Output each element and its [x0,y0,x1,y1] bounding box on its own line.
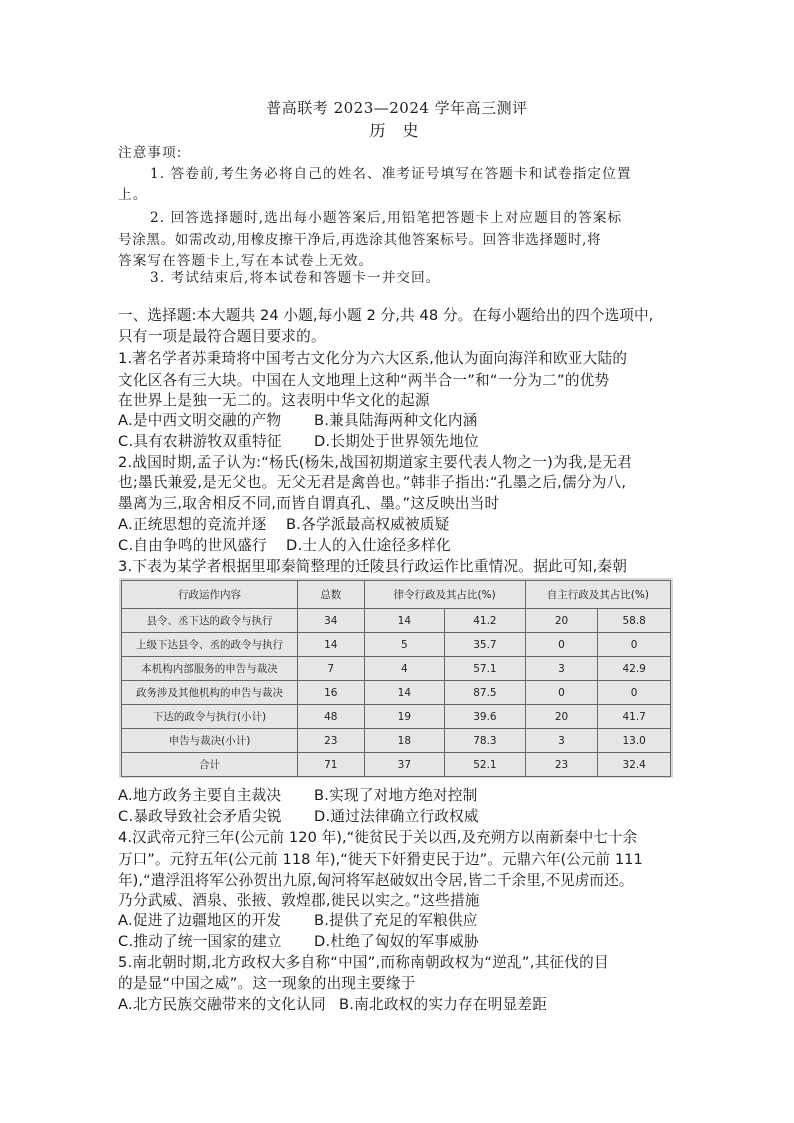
exam-title: 普高联考 2023—2024 学年高三测评 [266,99,528,117]
table-cell: 政务涉及其他机构的申告与裁决 [122,681,298,705]
notice-line: 2. 回答选择题时,选出每小题答案后,用铅笔把答题卡上对应题目的答案标 [150,210,623,226]
option-1d: D.长期处于世界领先地位 [314,433,479,450]
table-header: 自主行政及其占比(%) [525,581,670,609]
table-cell: 上级下达县令、丞的政令与执行 [122,633,298,657]
table-header: 行政运作内容 [122,581,298,609]
option-2c: C.自由争鸣的世风盛行 [118,537,267,554]
table-cell: 32.4 [598,753,671,777]
question-2-stem: 也;墨氏兼爱,是无父也。无父无君是禽兽也。”韩非子指出:“孔墨之后,儒分为八, [118,474,627,491]
table-cell: 71 [297,753,364,777]
question-3-stem: 3.下表为某学者根据里耶秦简整理的迁陵县行政运作比重情况。据此可知,秦朝 [118,558,628,575]
table-cell: 37 [364,753,445,777]
table-cell: 35.7 [445,633,526,657]
table-cell: 20 [525,609,598,633]
option-4a: A.促进了边疆地区的开发 [118,912,282,929]
table-cell: 0 [525,633,598,657]
question-4-stem: 4.汉武帝元狩三年(公元前 120 年),“徙贫民于关以西,及充朔方以南新秦中七十余 [118,829,638,846]
table-cell: 42.9 [598,657,671,681]
question-1-stem: 1.著名学者苏秉琦将中国考古文化分为六大区系,他认为面向海洋和欧亚大陆的 [118,350,628,367]
question-1-stem: 在世界上是独一无二的。这表明中华文化的起源 [118,392,430,409]
table-cell: 18 [364,729,445,753]
table-cell: 16 [297,681,364,705]
table-cell: 20 [525,705,598,729]
table-cell: 14 [297,633,364,657]
table-cell: 合计 [122,753,298,777]
table-cell: 48 [297,705,364,729]
table-cell: 57.1 [445,657,526,681]
table-cell: 3 [525,729,598,753]
notice-line: 上。 [118,187,148,203]
table-header: 律令行政及其占比(%) [364,581,525,609]
question-5-stem: 的是显“中国之威”。这一现象的出现主要缘于 [118,975,416,992]
data-table [121,580,671,777]
table-cell: 41.2 [445,609,526,633]
option-1c: C.具有农耕游牧双重特征 [118,433,282,450]
table-cell: 本机构内部服务的申告与裁决 [122,657,298,681]
table-cell: 39.6 [445,705,526,729]
table-header: 总数 [297,581,364,609]
question-4-stem: 年),“遣浮沮将军公孙贺出九原,匈河将军赵破奴出令居,皆二千余里,不见虏而还。 [118,872,634,889]
table-row [122,729,671,753]
table-cell: 下达的政令与执行(小计) [122,705,298,729]
section-heading: 只有一项是最符合题目要求的。 [118,328,326,345]
option-5a: A.北方民族交融带来的文化认同 [118,996,326,1013]
notice-line: 1. 答卷前,考生务必将自己的姓名、准考证号填写在答题卡和试卷指定位置 [150,166,632,182]
notice-line: 答案写在答题卡上,写在本试卷上无效。 [118,253,374,269]
table-cell: 14 [364,609,445,633]
option-2b: B.各学派最高权威被质疑 [286,516,450,533]
table-cell: 申告与裁决(小计) [122,729,298,753]
option-4b: B.提供了充足的军粮供应 [314,912,478,929]
option-2d: D.士人的入仕途径多样化 [286,537,451,554]
table-cell: 58.8 [598,609,671,633]
table-cell: 78.3 [445,729,526,753]
table-cell: 5 [364,633,445,657]
option-3d: D.通过法律确立行政权威 [314,808,479,825]
option-4d: D.杜绝了匈奴的军事威胁 [314,933,479,950]
option-5b: B.南北政权的实力存在明显差距 [339,996,548,1013]
option-3c: C.暴政导致社会矛盾尖锐 [118,808,282,825]
table-cell: 34 [297,609,364,633]
subject-title: 历 史 [369,121,425,140]
table-header-row [122,581,671,609]
option-1b: B.兼具陆海两种文化内涵 [314,412,478,429]
question-4-stem: 万口”。元狩五年(公元前 118 年),“徙天下奸猾吏民于边”。元鼎六年(公元前 111 [118,851,643,868]
table-cell: 0 [598,633,671,657]
notice-heading: 注意事项: [118,145,183,161]
table-row [122,681,671,705]
question-4-stem: 乃分武威、酒泉、张掖、敦煌郡,徙民以实之。”这些措施 [118,892,480,909]
table-cell: 14 [364,681,445,705]
section-heading: 一、选择题:本大题共 24 小题,每小题 2 分,共 48 分。在每小题给出的四个选项中, [118,307,654,324]
table-cell: 4 [364,657,445,681]
table-cell: 52.1 [445,753,526,777]
option-3b: B.实现了对地方绝对控制 [314,787,478,804]
table-cell: 19 [364,705,445,729]
question-2-stem: 2.战国时期,孟子认为:“杨氏(杨朱,战国初期道家主要代表人物之一)为我,是无君 [118,454,633,471]
option-3a: A.地方政务主要自主裁决 [118,787,282,804]
table-cell: 0 [598,681,671,705]
table-cell: 13.0 [598,729,671,753]
table-row [122,657,671,681]
question-5-stem: 5.南北朝时期,北方政权大多自称“中国”,而称南朝政权为“逆乱”,其征伐的目 [118,954,609,971]
notice-line: 号涂黑。如需改动,用橡皮擦干净后,再选涂其他答案标号。回答非选择题时,将 [118,232,602,248]
table-cell: 县令、丞下达的政令与执行 [122,609,298,633]
table-cell: 23 [297,729,364,753]
table-cell: 23 [525,753,598,777]
notice-line: 3. 考试结束后,将本试卷和答题卡一并交回。 [150,270,441,286]
table-row [122,609,671,633]
table-row [122,705,671,729]
table-cell: 41.7 [598,705,671,729]
table-row [122,753,671,777]
table-cell: 3 [525,657,598,681]
option-1a: A.是中西文明交融的产物 [118,412,282,429]
option-4c: C.推动了统一国家的建立 [118,933,282,950]
option-2a: A.正统思想的竞流并逐 [118,516,267,533]
table-cell: 87.5 [445,681,526,705]
table-cell: 7 [297,657,364,681]
question-2-stem: 墨离为三,取舍相反不同,而皆自谓真孔、墨。”这反映出当时 [118,495,500,512]
table-row [122,633,671,657]
question-1-stem: 文化区各有三大块。中国在人文地理上这种“两半合一”和“一分为二”的优势 [118,372,610,389]
table-cell: 0 [525,681,598,705]
